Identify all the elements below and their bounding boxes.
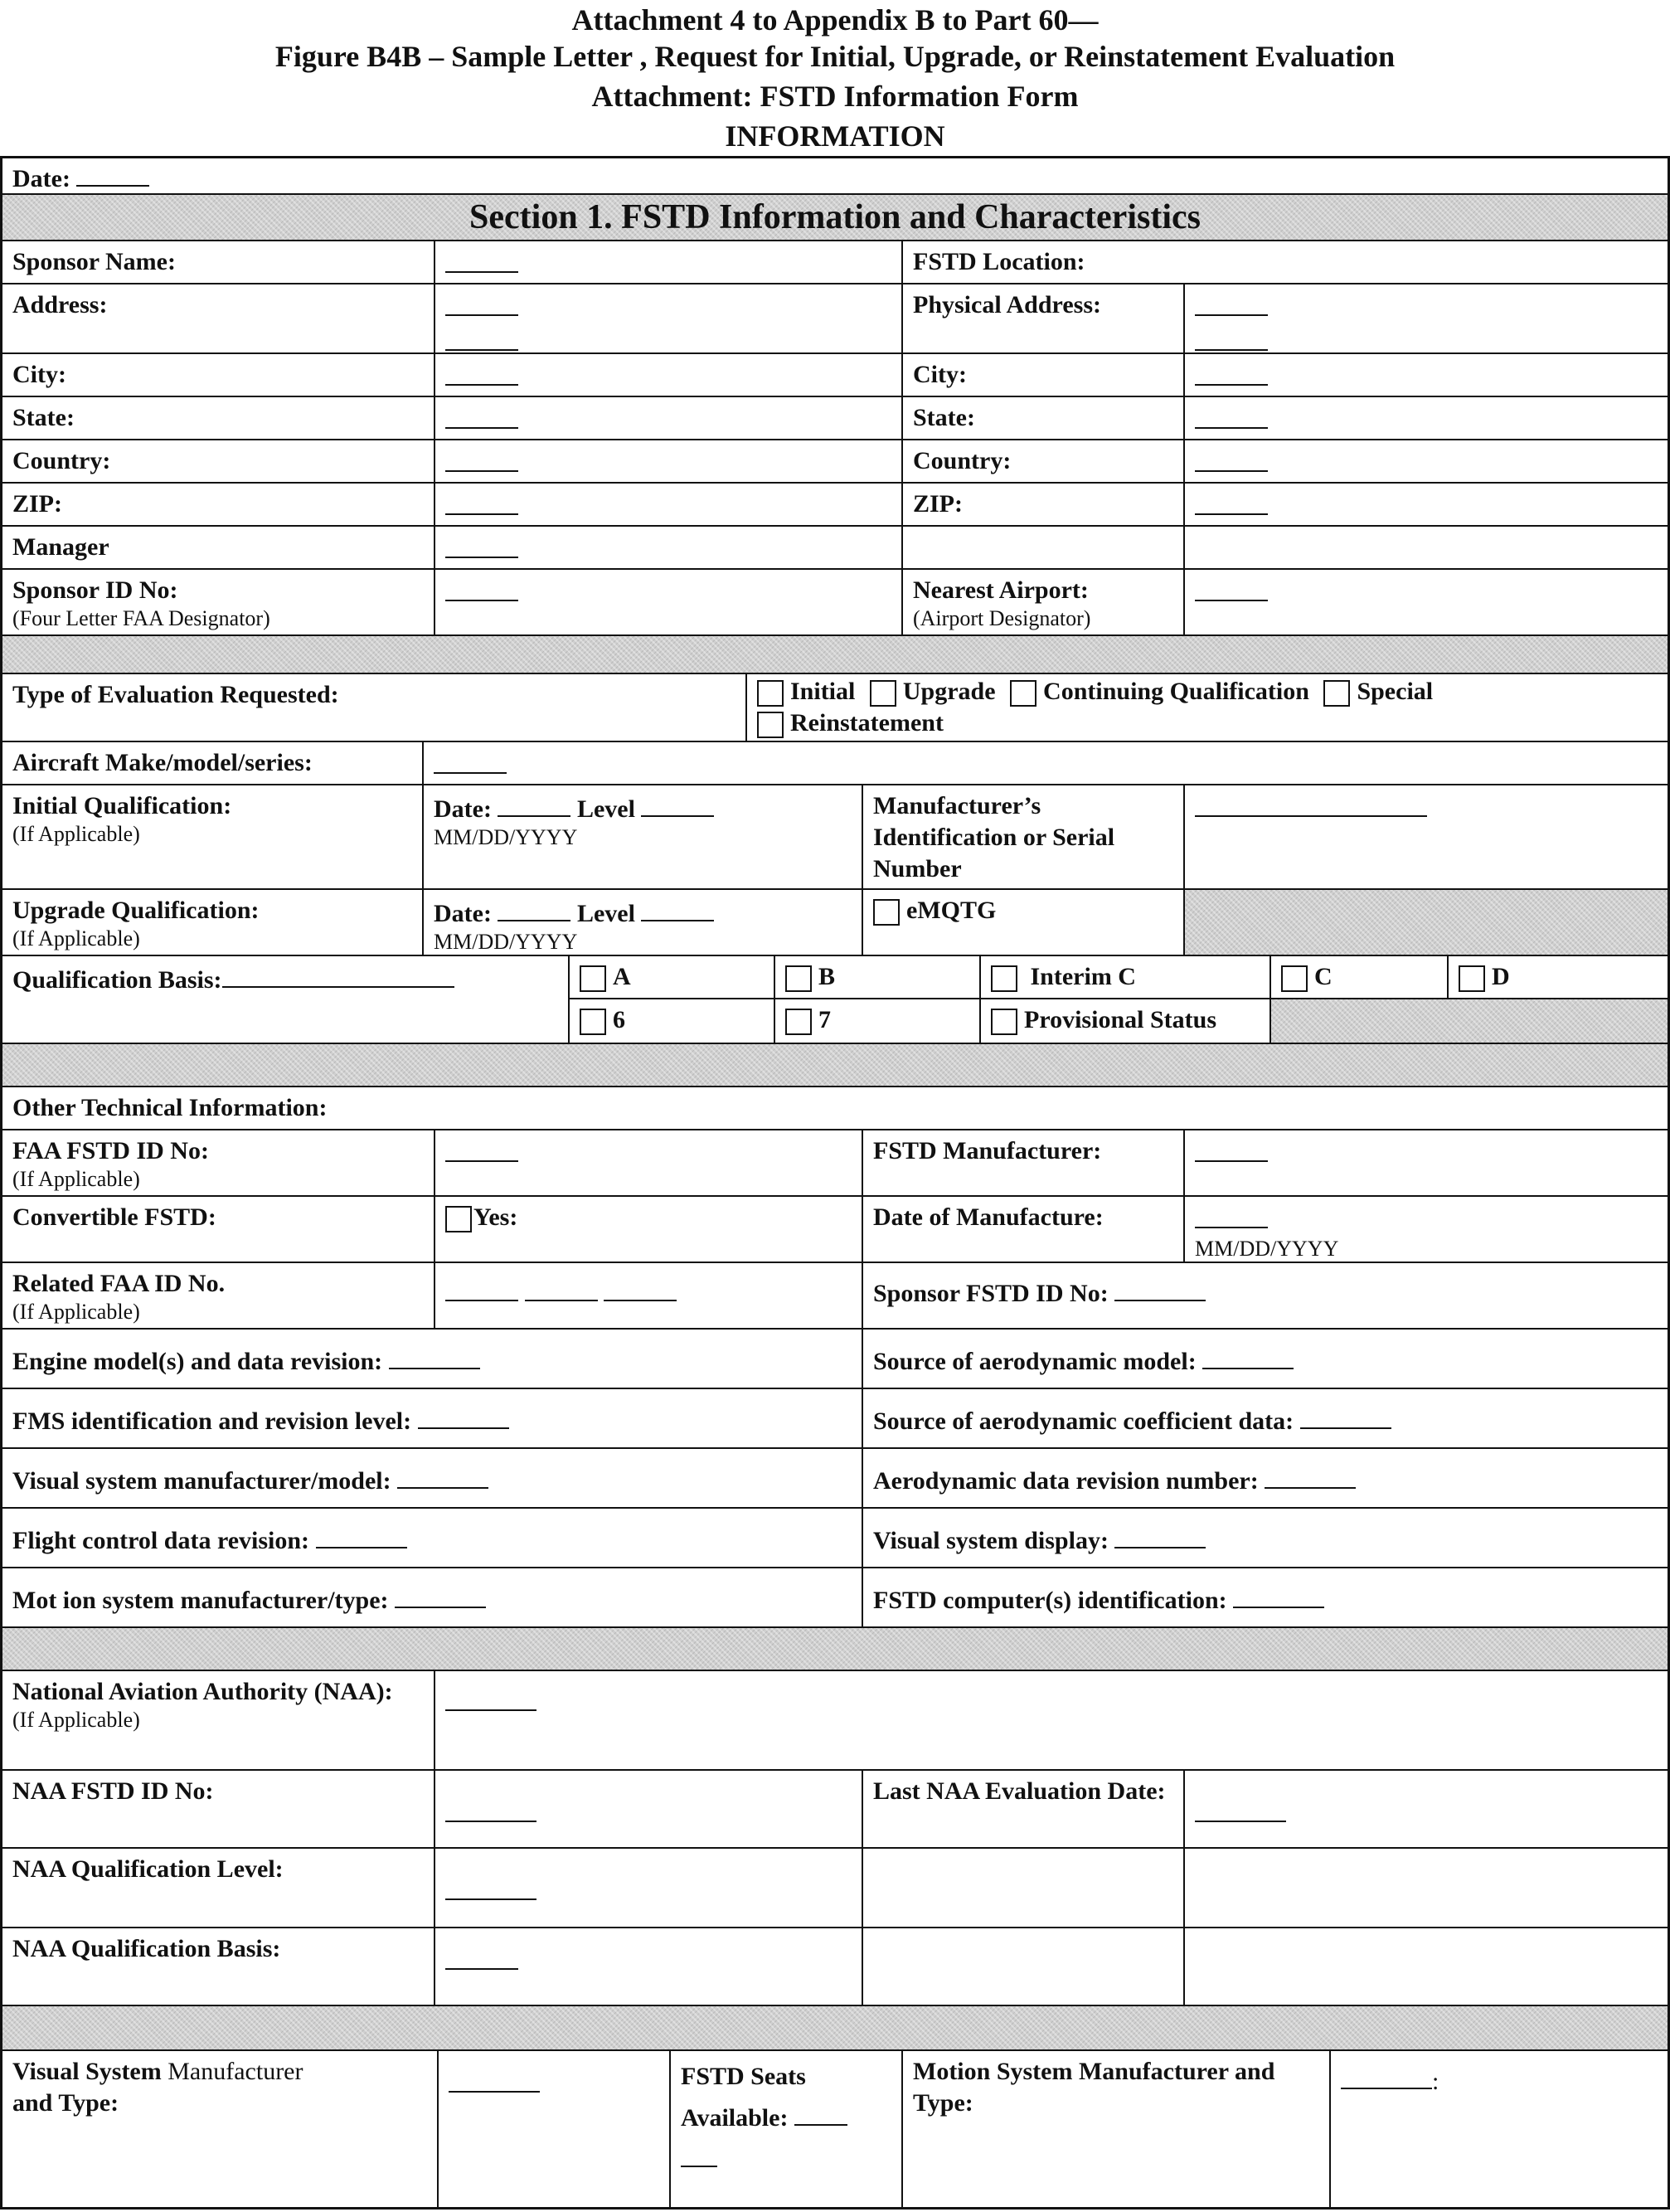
visual-display-field[interactable] (1114, 1522, 1206, 1548)
flight-control-field[interactable] (316, 1522, 407, 1548)
visual-display-label: Visual system display: (873, 1527, 1109, 1554)
visual-system-type-field[interactable] (438, 2050, 670, 2208)
fms-identification-cell (2, 1388, 862, 1448)
location-zip-field[interactable] (1184, 483, 1668, 526)
shaded-cell (1270, 999, 1668, 1043)
computer-identification-label: FSTD computer(s) identification: (873, 1587, 1227, 1614)
sponsor-id-label: Sponsor ID No: (12, 576, 178, 604)
upgrade-checkbox[interactable] (870, 680, 896, 707)
location-state-label: State: (902, 396, 1184, 440)
zip-label: ZIP: (2, 483, 434, 526)
country-label: Country: (2, 440, 434, 483)
address-field[interactable] (434, 284, 902, 353)
sponsor-id-cell (2, 569, 434, 635)
basis-7-label: 7 (818, 1006, 831, 1033)
flight-control-cell (2, 1508, 862, 1568)
naa-sublabel: (If Applicable) (12, 1708, 140, 1732)
empty-cell (862, 1928, 1184, 2005)
manager-field[interactable] (434, 526, 902, 569)
qualification-basis-field[interactable] (222, 961, 454, 988)
qualification-basis-cell (2, 955, 569, 1043)
divider-band (2, 635, 1668, 673)
aerodynamic-revision-field[interactable] (1265, 1462, 1356, 1489)
fstd-information-form (0, 156, 1670, 2210)
aerodynamic-model-label: Source of aerodynamic model: (873, 1348, 1197, 1375)
emqtg-checkbox[interactable] (873, 899, 900, 926)
aerodynamic-coefficient-label: Source of aerodynamic coefficient data: (873, 1407, 1294, 1435)
basis-b-checkbox[interactable] (785, 965, 812, 992)
motion-system-cell (2, 1568, 862, 1627)
fstd-seats-field[interactable] (794, 2099, 847, 2126)
aircraft-field[interactable] (423, 741, 1668, 785)
faa-fstd-id-label: FAA FSTD ID No: (12, 1137, 209, 1164)
basis-a-label: A (613, 963, 631, 990)
initial-checkbox[interactable] (757, 680, 784, 707)
last-naa-evaluation-label: Last NAA Evaluation Date: (862, 1770, 1184, 1848)
attachment-subtitle: Attachment: FSTD Information Form (591, 80, 1079, 113)
aerodynamic-model-cell (862, 1329, 1668, 1388)
emqtg-label: eMQTG (906, 897, 997, 924)
engine-model-label: Engine model(s) and data revision: (12, 1348, 383, 1375)
city-label: City: (2, 353, 434, 396)
motion-system-suffix: : (1432, 2068, 1439, 2095)
fstd-seats-cell (670, 2050, 902, 2208)
convertible-fstd-cell (434, 1196, 862, 1262)
manufacturer-id-field[interactable] (1184, 785, 1668, 889)
faa-fstd-id-cell (2, 1130, 434, 1196)
upgrade-level-field[interactable] (641, 895, 714, 921)
upgrade-level-label: Level (576, 900, 635, 927)
visual-system-model-field[interactable] (397, 1462, 488, 1489)
convertible-yes-label: Yes: (473, 1203, 518, 1231)
date-of-manufacture-format: MM/DD/YYYY (1195, 1237, 1339, 1261)
divider-band (2, 2005, 1668, 2050)
engine-model-cell (2, 1329, 862, 1388)
related-faa-id-cell (2, 1262, 434, 1329)
related-faa-id-field[interactable] (434, 1262, 862, 1329)
manufacturer-id-label: Manufacturer’s Identification or Serial Number (862, 785, 1184, 889)
basis-interim-c-checkbox[interactable] (991, 965, 1017, 992)
basis-provisional-label: Provisional Status (1024, 1006, 1216, 1033)
upgrade-date-format: MM/DD/YYYY (434, 930, 578, 954)
related-faa-id-sublabel: (If Applicable) (12, 1300, 140, 1324)
location-state-field[interactable] (1184, 396, 1668, 440)
visual-display-cell (862, 1508, 1668, 1568)
special-option: Special (1357, 678, 1434, 705)
attachment-title: Attachment 4 to Appendix B to Part 60— (571, 3, 1099, 36)
basis-b-cell (774, 955, 980, 999)
zip-field[interactable] (434, 483, 902, 526)
figure-title: Figure B4B – Sample Letter , Request for Initial, Upgrade, or Reinstatement Evaluation (274, 40, 1396, 73)
convertible-fstd-label: Convertible FSTD: (2, 1196, 434, 1262)
upgrade-qualification-sublabel: (If Applicable) (12, 926, 140, 950)
continuing-qualification-checkbox[interactable] (1010, 680, 1036, 707)
upgrade-qualification-cell (2, 889, 423, 955)
motion-system-field[interactable] (395, 1582, 486, 1608)
state-field[interactable] (434, 396, 902, 440)
fstd-seats-label: FSTD Seats (681, 2063, 806, 2090)
computer-identification-field[interactable] (1233, 1582, 1324, 1608)
section-1-header (2, 194, 1668, 241)
fms-identification-field[interactable] (418, 1403, 509, 1429)
empty-cell (1184, 526, 1668, 569)
basis-6-cell (569, 999, 774, 1043)
other-technical-label: Other Technical Information: (2, 1087, 1668, 1130)
initial-qualification-date-level (423, 785, 862, 889)
location-zip-label: ZIP: (902, 483, 1184, 526)
initial-qualification-label: Initial Qualification: (12, 792, 232, 819)
naa-qualification-basis-label: NAA Qualification Basis: (2, 1928, 434, 2005)
sponsor-id-field[interactable] (434, 569, 902, 635)
empty-cell (1184, 1928, 1668, 2005)
address-label: Address: (2, 284, 434, 353)
upgrade-option: Upgrade (902, 678, 996, 705)
initial-date-field[interactable] (498, 790, 570, 817)
visual-system-model-cell (2, 1448, 862, 1508)
aerodynamic-coefficient-cell (862, 1388, 1668, 1448)
empty-cell (1184, 1848, 1668, 1928)
sponsor-id-sublabel: (Four Letter FAA Designator) (12, 606, 270, 630)
visual-system-label-part1: Visual System (12, 2058, 162, 2085)
motion-system-label: Mot ion system manufacturer/type: (12, 1587, 389, 1614)
date-of-manufacture-cell (1184, 1196, 1668, 1262)
basis-d-cell (1448, 955, 1668, 999)
initial-level-label: Level (576, 795, 635, 823)
special-checkbox[interactable] (1323, 680, 1350, 707)
basis-6-label: 6 (613, 1006, 625, 1033)
upgrade-qualification-date-level (423, 889, 862, 955)
initial-qualification-cell (2, 785, 423, 889)
motion-system-type-cell (1330, 2050, 1668, 2208)
basis-c-label: C (1314, 963, 1333, 990)
basis-7-checkbox[interactable] (785, 1009, 812, 1035)
motion-system-type-field[interactable] (1341, 2063, 1432, 2089)
visual-system-type-cell (2, 2050, 438, 2208)
naa-qualification-basis-field[interactable] (434, 1928, 862, 2005)
naa-label: National Aviation Authority (NAA): (12, 1678, 393, 1705)
motion-system-type-label: Motion System Manufacturer and Type: (902, 2050, 1330, 2208)
fstd-seats-label-2: Available: (681, 2104, 789, 2132)
empty-cell (902, 526, 1184, 569)
sponsor-name-label: Sponsor Name: (2, 241, 434, 284)
initial-level-field[interactable] (641, 790, 714, 817)
basis-b-label: B (818, 963, 836, 990)
basis-7-cell (774, 999, 980, 1043)
location-city-field[interactable] (1184, 353, 1668, 396)
basis-6-checkbox[interactable] (580, 1009, 606, 1035)
naa-fstd-id-field[interactable] (434, 1770, 862, 1848)
basis-c-cell (1270, 955, 1448, 999)
basis-interim-c-label: Interim C (1030, 963, 1136, 990)
country-field[interactable] (434, 440, 902, 483)
continuing-qualification-option: Continuing Qualification (1043, 678, 1309, 705)
visual-system-model-label: Visual system manufacturer/model: (12, 1467, 391, 1495)
state-label: State: (2, 396, 434, 440)
fstd-location-label: FSTD Location: (902, 241, 1668, 284)
evaluation-type-label: Type of Evaluation Requested: (2, 673, 746, 741)
basis-provisional-checkbox[interactable] (991, 1009, 1017, 1035)
faa-fstd-id-sublabel: (If Applicable) (12, 1167, 140, 1191)
information-heading: INFORMATION (725, 119, 945, 153)
naa-field[interactable] (434, 1670, 1668, 1770)
naa-cell (2, 1670, 434, 1770)
aircraft-label: Aircraft Make/model/series: (2, 741, 423, 785)
city-field[interactable] (434, 353, 902, 396)
manager-label: Manager (2, 526, 434, 569)
initial-option: Initial (790, 678, 856, 705)
upgrade-date-label: Date: (434, 900, 492, 927)
convertible-yes-checkbox[interactable] (445, 1206, 472, 1232)
nearest-airport-label: Nearest Airport: (913, 576, 1089, 604)
basis-c-checkbox[interactable] (1281, 965, 1308, 992)
upgrade-date-field[interactable] (498, 895, 570, 921)
naa-qualification-level-field[interactable] (434, 1848, 862, 1928)
faa-fstd-id-field[interactable] (434, 1130, 862, 1196)
fms-identification-label: FMS identification and revision level: (12, 1407, 412, 1435)
aerodynamic-revision-label: Aerodynamic data revision number: (873, 1467, 1259, 1495)
date-row (2, 158, 1668, 194)
upgrade-qualification-label: Upgrade Qualification: (12, 897, 260, 924)
visual-system-label-part3: and Type: (12, 2089, 119, 2117)
initial-date-format: MM/DD/YYYY (434, 825, 578, 849)
fstd-seats-extra-field[interactable] (681, 2141, 717, 2167)
reinstatement-checkbox[interactable] (757, 712, 784, 738)
physical-address-field[interactable] (1184, 284, 1668, 353)
related-faa-id-label: Related FAA ID No. (12, 1270, 226, 1297)
basis-d-checkbox[interactable] (1459, 965, 1485, 992)
basis-a-cell (569, 955, 774, 999)
basis-d-label: D (1492, 963, 1510, 990)
qualification-basis-label: Qualification Basis: (12, 966, 222, 994)
nearest-airport-field[interactable] (1184, 569, 1668, 635)
basis-interim-c-cell (980, 955, 1270, 999)
aerodynamic-coefficient-field[interactable] (1300, 1403, 1391, 1429)
date-field[interactable] (76, 160, 149, 187)
basis-provisional-cell (980, 999, 1270, 1043)
initial-date-label: Date: (434, 795, 492, 823)
section-1-title: Section 1. FSTD Information and Characteristics (469, 198, 1201, 236)
sponsor-fstd-id-field[interactable] (1114, 1275, 1206, 1301)
initial-qualification-sublabel: (If Applicable) (12, 822, 140, 846)
location-country-label: Country: (902, 440, 1184, 483)
date-of-manufacture-label: Date of Manufacture: (862, 1196, 1184, 1262)
emqtg-cell (862, 889, 1184, 955)
aerodynamic-revision-cell (862, 1448, 1668, 1508)
date-label: Date: (12, 165, 70, 192)
reinstatement-option: Reinstatement (790, 709, 944, 737)
location-country-field[interactable] (1184, 440, 1668, 483)
date-of-manufacture-field[interactable] (1195, 1202, 1268, 1228)
computer-identification-cell (862, 1568, 1668, 1627)
location-city-label: City: (902, 353, 1184, 396)
fstd-manufacturer-field[interactable] (1184, 1130, 1668, 1196)
fstd-manufacturer-label: FSTD Manufacturer: (862, 1130, 1184, 1196)
aerodynamic-model-field[interactable] (1202, 1343, 1294, 1369)
sponsor-fstd-id-label: Sponsor FSTD ID No: (873, 1280, 1109, 1307)
naa-fstd-id-label: NAA FSTD ID No: (2, 1770, 434, 1848)
naa-qualification-level-label: NAA Qualification Level: (2, 1848, 434, 1928)
nearest-airport-cell (902, 569, 1184, 635)
nearest-airport-sublabel: (Airport Designator) (913, 606, 1091, 630)
basis-a-checkbox[interactable] (580, 965, 606, 992)
flight-control-label: Flight control data revision: (12, 1527, 310, 1554)
divider-band (2, 1627, 1668, 1670)
visual-system-label-part2: Manufacturer (167, 2058, 303, 2085)
shaded-cell (1184, 889, 1668, 955)
last-naa-evaluation-field[interactable] (1184, 1770, 1668, 1848)
sponsor-fstd-id-cell (862, 1262, 1668, 1329)
engine-model-field[interactable] (389, 1343, 480, 1369)
evaluation-type-options (746, 673, 1668, 741)
sponsor-name-field[interactable] (434, 241, 902, 284)
divider-band (2, 1043, 1668, 1087)
empty-cell (862, 1848, 1184, 1928)
physical-address-label: Physical Address: (902, 284, 1184, 353)
